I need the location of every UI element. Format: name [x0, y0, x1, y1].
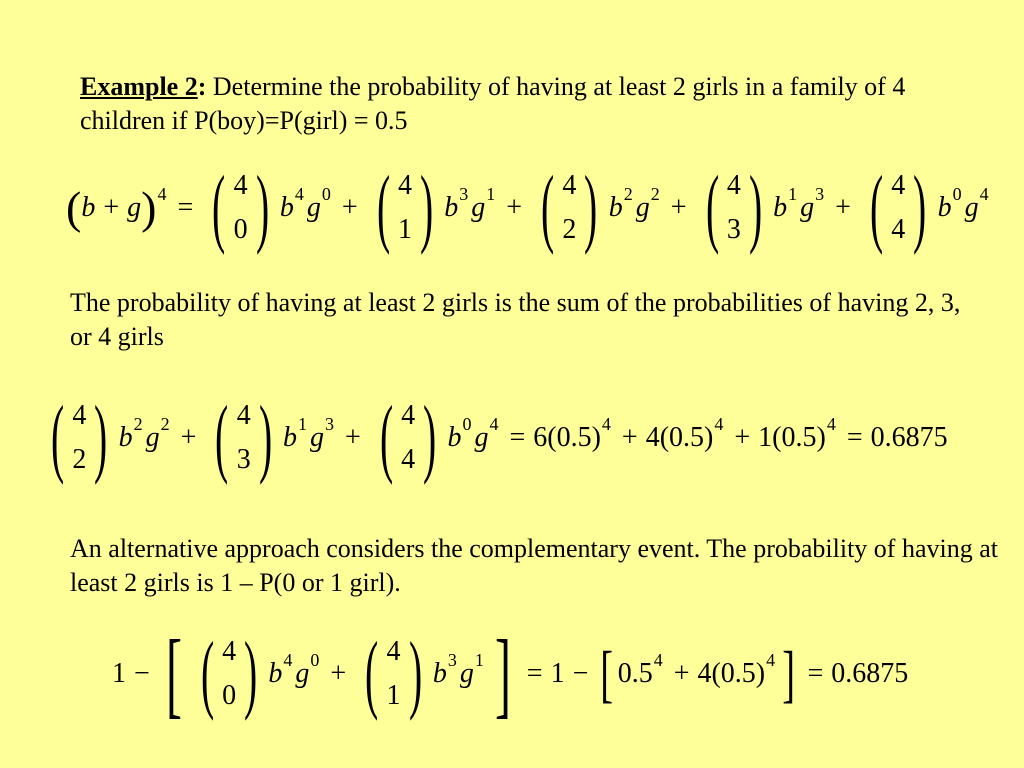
result-value: 0.6875 — [870, 422, 948, 453]
intro-paragraph — [80, 70, 960, 138]
b-exponent: 1 — [788, 183, 798, 204]
binom-bottom: 2 — [72, 444, 87, 475]
minus-sign: − — [134, 658, 150, 689]
open-bracket: [ — [165, 620, 182, 727]
binom-bottom: 1 — [386, 680, 401, 711]
var-g: g — [127, 192, 142, 223]
b-exponent: 2 — [133, 413, 143, 434]
binom-term: ( 4 4 ) — [379, 389, 437, 486]
binomial-expansion-equation: ( b + g ) 4 = ( 4 0 ) b 4 g 0 + ( 4 1 ) b 3 g 1 + ( 4 2 ) b 2 g 2 + ( 4 3 ) b 1 g 3 + ( 4 4 ) b 0 g 4 — [66, 159, 989, 256]
binom-top: 4 — [233, 170, 248, 201]
example-colon: : — [197, 72, 207, 101]
one: 1 — [112, 658, 126, 689]
rhs-term-3: 1(0.5) — [758, 422, 826, 453]
binom-term: ( 4 4 ) — [869, 159, 927, 256]
var-b: b — [81, 192, 96, 223]
g-exponent: 3 — [815, 183, 825, 204]
close-bracket: ] — [494, 620, 511, 727]
binom-top: 4 — [222, 636, 237, 667]
binom-bottom: 0 — [222, 680, 237, 711]
binom-bottom: 0 — [233, 214, 248, 245]
sum-explanation-paragraph: The probability of having at least 2 girls is the sum of the probabilities of having 2, 3, or 4 girls — [70, 288, 961, 351]
close-bracket-small: ] — [782, 638, 796, 709]
intro-text: Determine the probability of having at least 2 girls in a family of 4 children if P(boy)=P(girl) = 0.5 — [80, 72, 906, 135]
g-exponent: 1 — [486, 183, 496, 204]
mid-one: 1 — [550, 658, 565, 689]
close-paren: ) — [141, 182, 157, 233]
example-label: Example 2 — [80, 72, 198, 101]
binom-term: ( 4 0 ) — [212, 159, 269, 256]
b-exponent: 3 — [447, 649, 457, 670]
binom-top: 4 — [891, 170, 906, 201]
g-exponent: 1 — [474, 649, 484, 670]
plus-sign: + — [103, 192, 120, 223]
binom-bottom: 4 — [891, 214, 906, 245]
binom-bottom: 3 — [236, 444, 251, 475]
binom-top: 4 — [562, 170, 577, 201]
b-exponent: 4 — [283, 649, 293, 670]
mid-b: 4(0.5) — [697, 658, 766, 689]
binom-top: 4 — [401, 400, 416, 431]
b-exponent: 1 — [298, 413, 308, 434]
b-exponent: 4 — [294, 183, 304, 204]
binom-term: ( 4 1 ) — [376, 159, 434, 256]
binom-bottom: 4 — [401, 444, 416, 475]
binom-bottom: 2 — [562, 214, 577, 245]
g-exponent: 4 — [979, 183, 989, 204]
complement-equation: 1 − [ ( 4 0 ) b 4 g 0 + ( 4 1 ) b 3 g 1 ] = 1 − [ 0.5 4 + 4(0.5) 4 ] = 0.6875 — [112, 620, 909, 727]
g-exponent: 0 — [321, 183, 331, 204]
rhs-term-1: 6(0.5) — [533, 422, 601, 453]
g-exponent: 2 — [160, 413, 170, 434]
binom-bottom: 1 — [397, 214, 412, 245]
binom-term: ( 4 3 ) — [705, 159, 763, 256]
lhs-exponent: 4 — [157, 183, 167, 204]
binom-top: 4 — [397, 170, 412, 201]
g-exponent: 3 — [325, 413, 335, 434]
open-paren: ( — [66, 182, 82, 233]
g-exponent: 2 — [650, 183, 660, 204]
binom-term: ( 4 1 ) — [365, 625, 422, 722]
binom-top: 4 — [726, 170, 741, 201]
binom-term: ( 4 0 ) — [200, 625, 258, 722]
b-exponent: 0 — [462, 413, 472, 434]
g-exponent: 0 — [310, 649, 320, 670]
equals-sign: = — [177, 192, 194, 223]
b-exponent: 2 — [623, 183, 633, 204]
sum-probability-equation: ( 4 2 ) b 2 g 2 + ( 4 3 ) b 1 g 3 + ( 4 4 ) b 0 g 4 = 6(0.5) 4 + 4(0.5) 4 + 1(0.5) 4 = 0.6875 — [40, 392, 948, 484]
b-exponent: 3 — [459, 183, 469, 204]
open-bracket-small: [ — [600, 638, 614, 709]
complement-explanation-paragraph: An alternative approach considers the complementary event. The probability of having at least 2 girls is 1 – P(0 or 1 girl). — [70, 534, 998, 597]
g-exponent: 4 — [489, 413, 499, 434]
result-value: 0.6875 — [831, 658, 909, 689]
binom-top: 4 — [386, 636, 401, 667]
binom-term: ( 4 3 ) — [215, 389, 272, 486]
rhs-term-2: 4(0.5) — [645, 422, 714, 453]
b-exponent: 0 — [952, 183, 962, 204]
binom-top: 4 — [72, 400, 87, 431]
mid-a: 0.5 — [617, 658, 653, 689]
binom-term: ( 4 2 ) — [51, 389, 108, 486]
binom-term: ( 4 2 ) — [541, 159, 598, 256]
binom-top: 4 — [236, 400, 251, 431]
binom-bottom: 3 — [726, 214, 741, 245]
